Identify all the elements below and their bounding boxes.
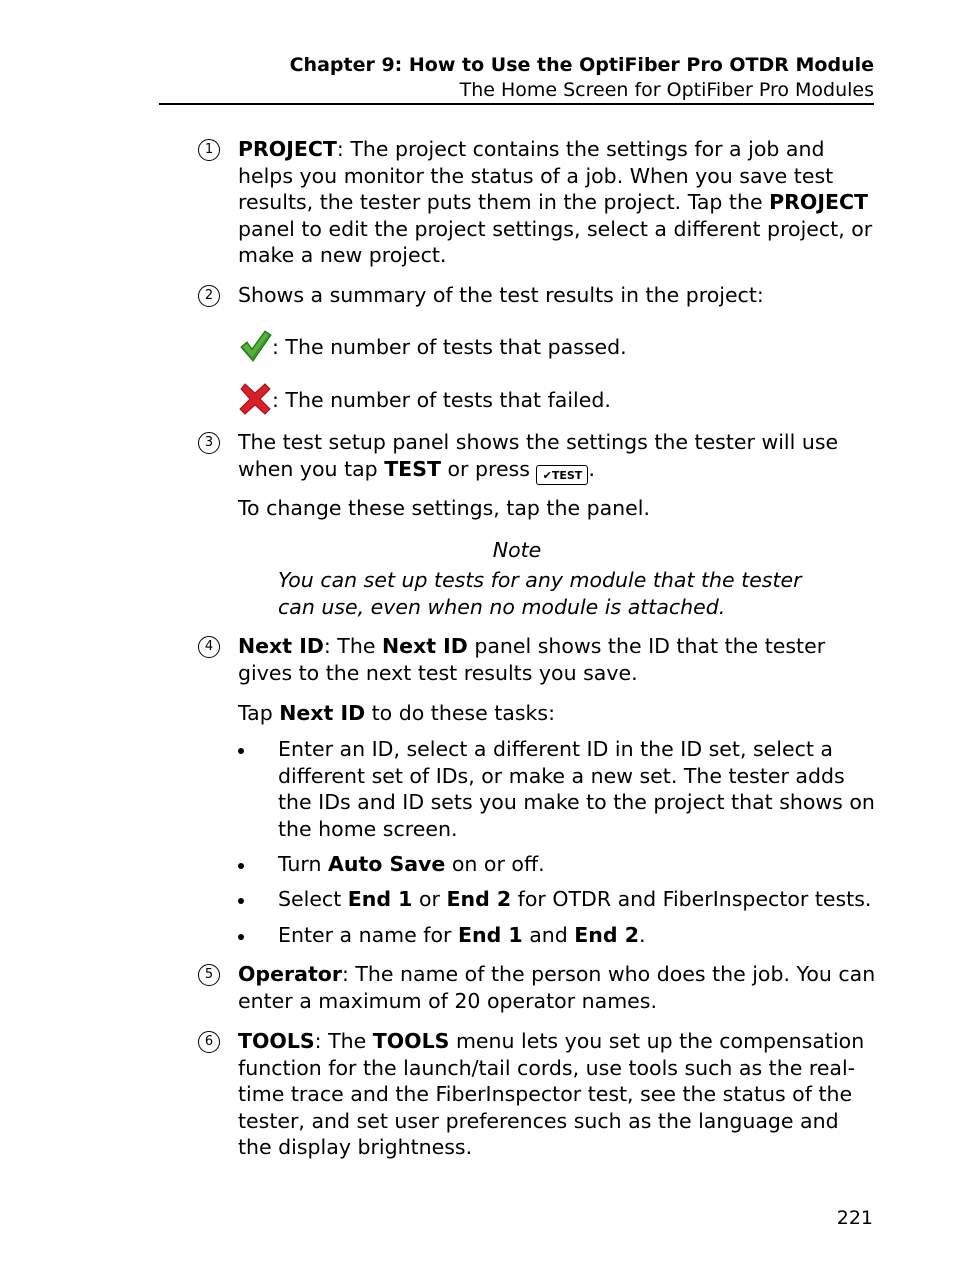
- failed-description: : The number of tests that failed.: [272, 388, 611, 412]
- change-settings-text: To change these settings, tap the panel.: [238, 496, 650, 520]
- bullet: [238, 934, 244, 940]
- note-body: You can set up tests for any module that the tester can use, even when no module is attached.: [278, 568, 802, 619]
- callout-number-2: 2: [198, 285, 220, 307]
- tap-next-id-text: Tap Next ID to do these tasks:: [238, 701, 555, 725]
- passed-description: : The number of tests that passed.: [272, 335, 627, 359]
- page-number: 221: [836, 1207, 873, 1229]
- x-mark-icon: [238, 382, 272, 416]
- bullet-item-auto-save: Turn Auto Save on or off.: [278, 852, 545, 876]
- callout-number-3: 3: [198, 432, 220, 454]
- tools-description: TOOLS: The TOOLS menu lets you set up the compensation function for the launch/tail cords, use tools such as the real-time trace and the FiberInspector test, see the status of the tester, and set user preferences such as the language and the display brightness.: [238, 1029, 865, 1159]
- bullet: [238, 863, 244, 869]
- callout-number-5: 5: [198, 964, 220, 986]
- callout-number-1: 1: [198, 139, 220, 161]
- check-mark-icon: [238, 329, 272, 363]
- bullet-item-end-names: Enter a name for End 1 and End 2.: [278, 923, 646, 947]
- bullet-item-select-end: Select End 1 or End 2 for OTDR and FiberInspector tests.: [278, 887, 872, 911]
- chapter-title: Chapter 9: How to Use the OptiFiber Pro OTDR Module: [289, 54, 874, 76]
- test-setup-description: The test setup panel shows the settings the tester will use when you tap TEST or press ✔TEST .: [238, 429, 878, 485]
- header-rule: [159, 103, 874, 105]
- operator-description: Operator: The name of the person who does the job. You can enter a maximum of 20 operator names.: [238, 962, 876, 1013]
- bullet: [238, 898, 244, 904]
- section-title: The Home Screen for OptiFiber Pro Modules: [459, 79, 874, 101]
- summary-description: Shows a summary of the test results in the project:: [238, 283, 764, 307]
- project-description: PROJECT: The project contains the settings for a job and helps you monitor the status of a job. When you save test results, the tester puts them in the project. Tap the PROJECT panel to edit the project settings, select a different project, or make a new project.: [238, 137, 873, 267]
- test-key-icon: ✔TEST: [536, 465, 588, 485]
- next-id-description: Next ID: The Next ID panel shows the ID that the tester gives to the next test results you save.: [238, 634, 826, 685]
- bullet-item-enter-id: Enter an ID, select a different ID in the ID set, select a different set of IDs, or make a new set. The tester adds the IDs and ID sets you make to the project that shows on the home screen.: [278, 737, 875, 841]
- bullet: [238, 748, 244, 754]
- callout-number-6: 6: [198, 1031, 220, 1053]
- note-title: Note: [492, 538, 542, 562]
- callout-number-4: 4: [198, 636, 220, 658]
